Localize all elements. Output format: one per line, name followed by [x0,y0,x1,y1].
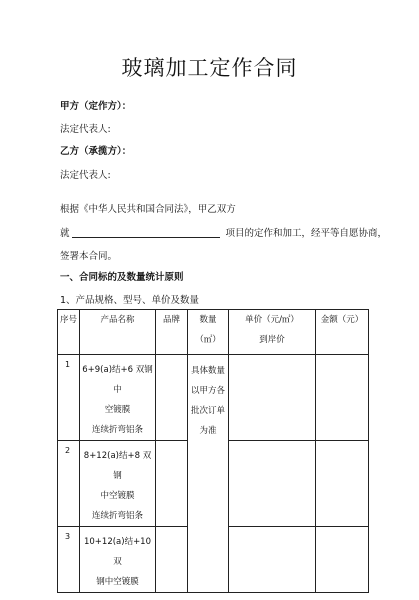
header-qty-line2: （㎡） [195,335,221,345]
row-brand [156,527,188,593]
intro-paragraph-line3: 签署本合同。 [60,251,118,262]
row-brand [156,441,188,527]
header-price-line2: 到岸价 [259,335,285,345]
header-price [229,310,316,355]
header-price-line1: 单价（元/㎡） [245,315,299,325]
product-name-line: 中空镀膜 [100,491,135,501]
row-price [229,527,316,593]
product-name-line: 空镀膜 [104,405,131,415]
row-product-name [80,441,156,527]
intro-paragraph-line2 [60,225,387,239]
party-a-label: 甲方（定作方）： [60,101,132,112]
header-brand: 品牌 [156,310,188,355]
intro-prefix: 就 [60,228,70,239]
row-seq: 2 [58,441,80,527]
table-header-row [58,310,369,355]
row-amount [316,355,369,441]
party-b-label: 乙方（承揽方）： [60,146,132,157]
header-amount: 金额（元） [316,310,369,355]
header-seq: 序号 [58,310,80,355]
header-name: 产品名称 [80,310,156,355]
project-name-blank [72,227,220,238]
product-name-line: 连续折弯铝条 [91,511,143,521]
qty-note-cell [188,355,229,593]
intro-suffix: 项目的定作和加工，经平等自愿协商， [225,228,388,239]
product-name-line: 8+12(a)结+8 双钢 [83,451,152,481]
product-name-line: 10+12(a)结+10 双 [83,537,152,567]
row-amount [316,441,369,527]
header-qty-line1: 数量 [199,315,217,325]
product-name-line: 6+9(a)结+6 双钢中 [82,365,153,395]
section-heading-1: 一、合同标的及数量统计原则 [60,272,184,283]
qty-note-line: 以甲方各 [190,386,225,396]
qty-note-line: 具体数量 [190,366,225,376]
subsection-heading-1: 1、产品规格、型号、单价及数量 [60,295,200,306]
qty-note-line: 为准 [199,426,217,436]
table-row [58,355,369,441]
qty-note-line: 批次订单 [190,406,225,416]
row-seq: 3 [58,527,80,593]
row-product-name [80,355,156,441]
row-amount [316,527,369,593]
row-product-name [80,527,156,593]
party-b-representative: 法定代表人: [60,170,111,181]
party-a-representative: 法定代表人: [60,124,111,135]
intro-paragraph-line1: 根据《中华人民共和国合同法》，甲乙双方 [60,204,236,215]
row-price [229,441,316,527]
row-brand [156,355,188,441]
product-name-line: 连续折弯铝条 [91,425,143,435]
page-title: 玻璃加工定作合同 [121,56,298,80]
row-seq: 1 [58,355,80,441]
header-qty [188,310,229,355]
row-price [229,355,316,441]
product-name-line: 钢中空镀膜 [96,577,139,587]
product-table [57,309,369,593]
